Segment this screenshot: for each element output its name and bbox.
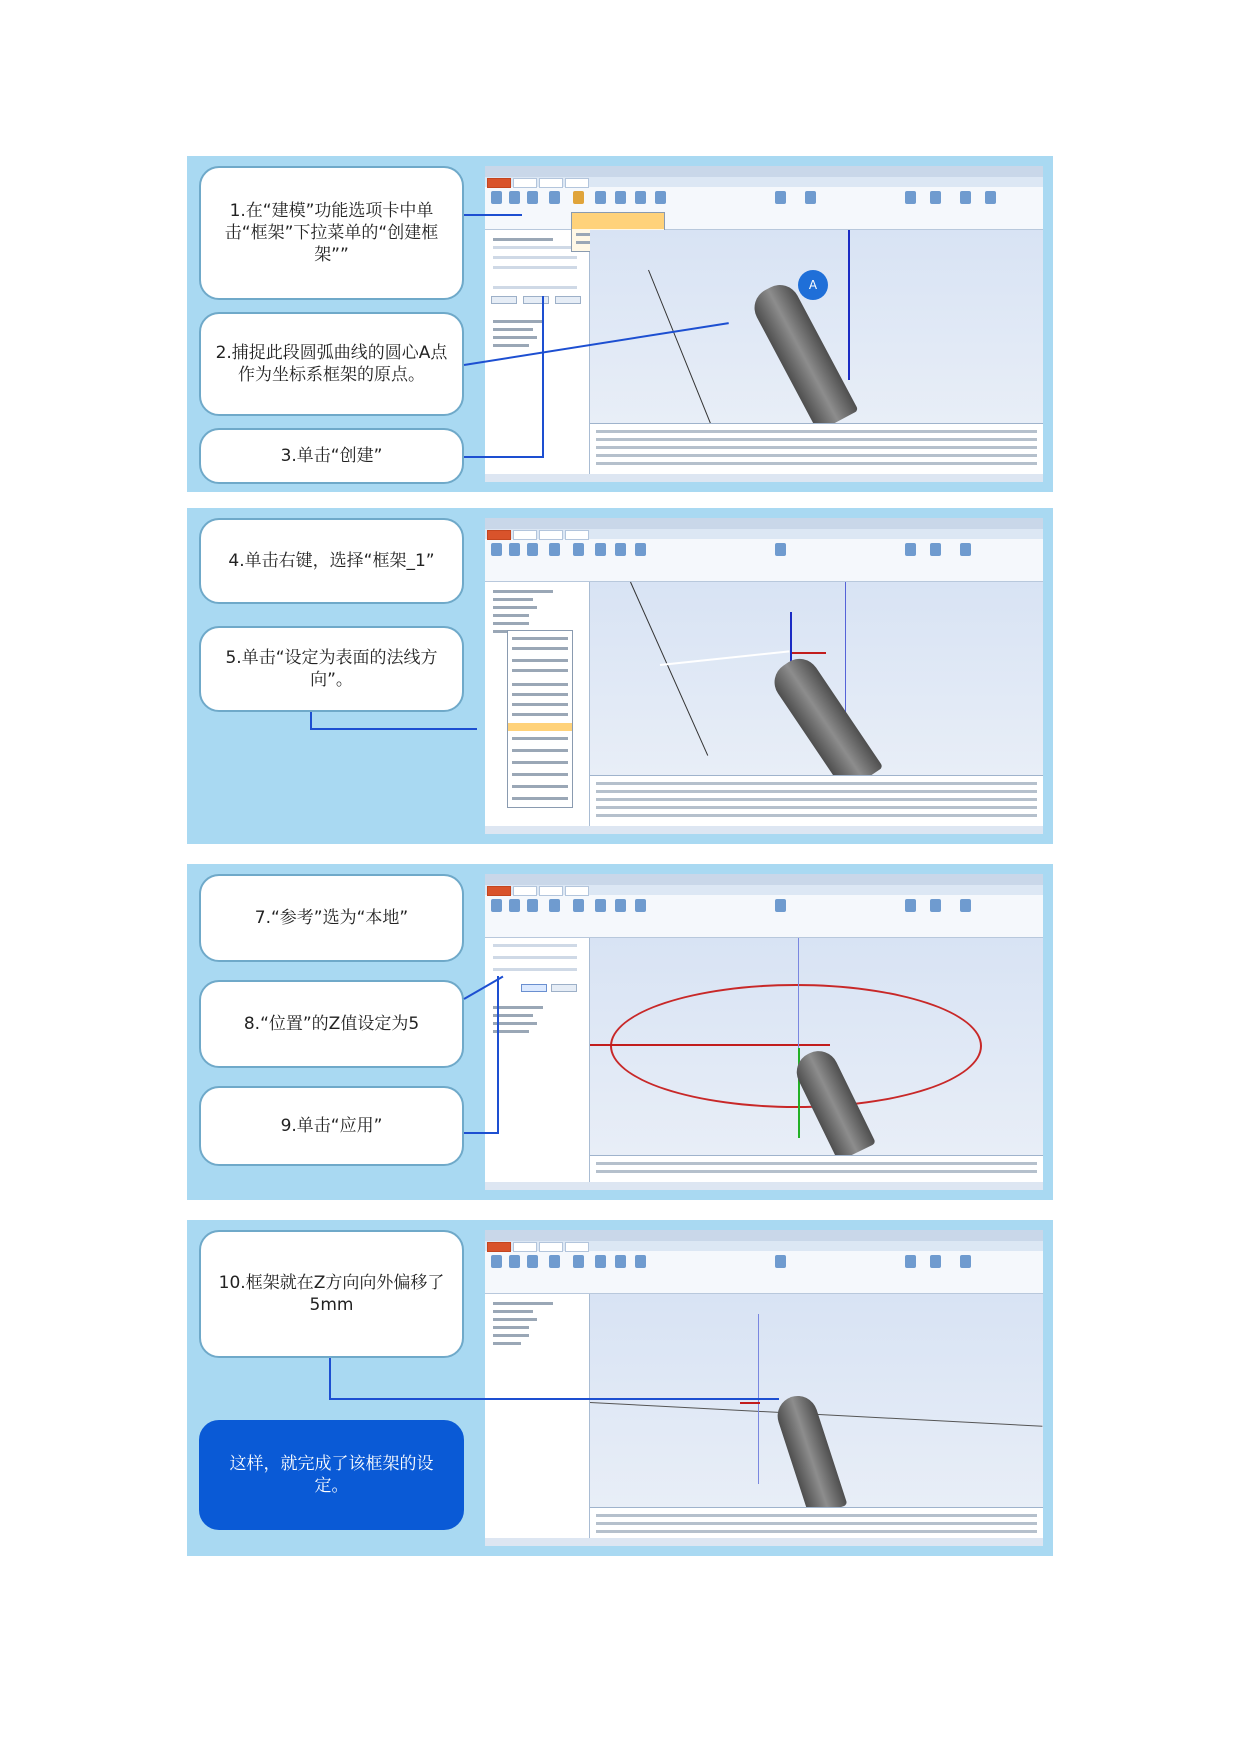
callout-step-10: 10.框架就在Z方向向外偏移了5mm	[199, 1230, 464, 1358]
context-menu	[507, 630, 573, 808]
screenshot-1	[485, 166, 1043, 482]
layout-tree	[485, 1294, 590, 1546]
callout-step-1: 1.在“建模”功能选项卡中单击“框架”下拉菜单的“创建框架””	[199, 166, 464, 300]
callout-step-9: 9.单击“应用”	[199, 1086, 464, 1166]
properties-panel	[485, 230, 590, 482]
screenshot-3	[485, 874, 1043, 1190]
callout-step-3: 3.单击“创建”	[199, 428, 464, 484]
output-window	[590, 423, 1043, 474]
ribbon	[485, 177, 1043, 230]
callout-step-2: 2.捕捉此段圆弧曲线的圆心A点作为坐标系框架的原点。	[199, 312, 464, 416]
panel-step-3	[187, 864, 1053, 1200]
panel-step-2	[187, 508, 1053, 844]
screenshot-2	[485, 518, 1043, 834]
3d-view[interactable]	[590, 938, 1043, 1156]
panel-step-1	[187, 156, 1053, 492]
3d-view[interactable]	[590, 230, 1043, 424]
output-window	[590, 1155, 1043, 1182]
output-window	[590, 775, 1043, 826]
callout-done: 这样，就完成了该框架的设定。	[199, 1420, 464, 1530]
window-titlebar	[485, 166, 1043, 177]
callout-step-7: 7.“参考”选为“本地”	[199, 874, 464, 962]
callout-step-5: 5.单击“设定为表面的法线方向”。	[199, 626, 464, 712]
marker-a: A	[798, 270, 828, 300]
3d-view[interactable]	[590, 582, 1043, 776]
callout-step-8: 8.“位置”的Z值设定为5	[199, 980, 464, 1068]
screenshot-4	[485, 1230, 1043, 1546]
callout-step-4: 4.单击右键，选择“框架_1”	[199, 518, 464, 604]
output-window	[590, 1507, 1043, 1538]
panel-step-4	[187, 1220, 1053, 1556]
3d-view[interactable]	[590, 1294, 1043, 1508]
